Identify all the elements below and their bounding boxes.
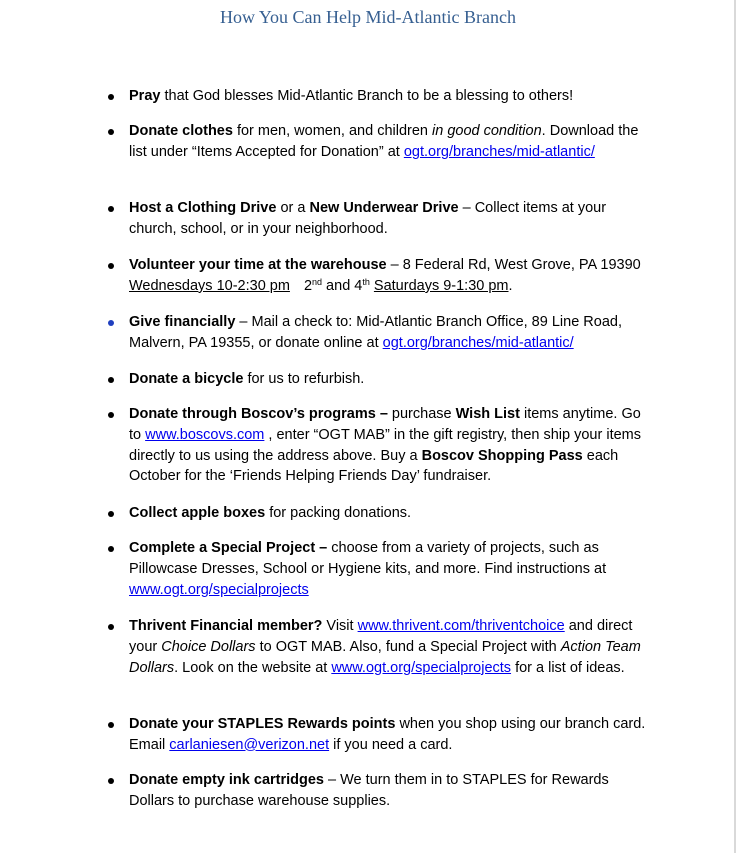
item-text: – Mail a check to: Mid-Atlantic Branch Office, 89 Line Road, Malvern, PA 19355, or donate online at bbox=[129, 314, 622, 351]
bullet-icon bbox=[108, 511, 114, 517]
item-heading: Boscov Shopping Pass bbox=[421, 447, 583, 464]
item-heading: Donate your STAPLES Rewards points bbox=[129, 716, 396, 732]
list-item-volunteer bbox=[129, 255, 654, 297]
item-heading: Donate empty ink cartridges bbox=[129, 772, 324, 788]
list-item-donate-clothes bbox=[129, 121, 654, 163]
item-text: choose from a variety of projects, such as Pillowcase Dresses, School or Hygiene kits, and more. Find instructions at bbox=[129, 540, 607, 577]
item-text: items anytime. Go to bbox=[129, 406, 641, 443]
item-text: . Look on the website at bbox=[174, 659, 332, 676]
list-item-ink-cartridges bbox=[129, 770, 654, 812]
special-projects-link[interactable]: www.ogt.org/specialprojects bbox=[331, 659, 512, 676]
item-text: – We turn them in to STAPLES for Rewards Dollars to purchase warehouse supplies. bbox=[129, 772, 609, 809]
bullet-icon bbox=[108, 129, 114, 135]
bullet-icon bbox=[108, 778, 114, 784]
list-item-boscovs bbox=[129, 404, 654, 487]
special-projects-link[interactable]: www.ogt.org/specialprojects bbox=[129, 581, 309, 598]
bullet-icon bbox=[108, 722, 114, 728]
item-heading: Pray bbox=[129, 88, 161, 104]
donate-link[interactable]: ogt.org/branches/mid-atlantic/ bbox=[382, 334, 574, 351]
bullet-icon bbox=[108, 206, 114, 212]
bullet-icon bbox=[108, 320, 114, 326]
bullet-icon bbox=[108, 263, 114, 269]
item-text: . Download the list under “Items Accepted for Donation” at bbox=[129, 123, 639, 160]
item-text: . bbox=[508, 277, 513, 294]
page-title: How You Can Help Mid-Atlantic Branch bbox=[220, 7, 516, 27]
item-heading: Collect apple boxes bbox=[129, 505, 266, 521]
item-heading: Volunteer your time at the warehouse bbox=[129, 257, 387, 273]
boscovs-link[interactable]: www.boscovs.com bbox=[145, 426, 265, 443]
item-emphasis: in good condition bbox=[432, 123, 542, 139]
list-item-clothing-drive bbox=[129, 198, 654, 240]
bullet-icon bbox=[108, 94, 114, 100]
item-heading: Host a Clothing Drive bbox=[129, 200, 277, 216]
item-heading: Complete a Special Project – bbox=[129, 540, 328, 556]
list-item-pray bbox=[129, 86, 654, 107]
list-item-give-financially bbox=[129, 312, 654, 354]
item-text: when you shop using our branch card. Email bbox=[129, 716, 646, 753]
item-text: 2 bbox=[303, 277, 313, 294]
bullet-icon bbox=[108, 412, 114, 418]
item-text: for packing donations. bbox=[265, 505, 412, 521]
ordinal-suffix: nd bbox=[312, 276, 323, 287]
item-text: if you need a card. bbox=[329, 736, 453, 753]
item-text: – 8 Federal Rd, West Grove, PA 19390 bbox=[386, 257, 641, 273]
item-text: and direct your bbox=[129, 618, 633, 655]
item-text: or a bbox=[276, 200, 310, 216]
branch-link[interactable]: ogt.org/branches/mid-atlantic/ bbox=[403, 143, 595, 160]
list-item-apple-boxes bbox=[129, 503, 654, 524]
bullet-icon bbox=[108, 624, 114, 630]
item-text: and 4 bbox=[322, 277, 363, 294]
item-heading: Wish List bbox=[455, 406, 520, 422]
item-text: for us to refurbish. bbox=[243, 371, 365, 387]
item-text: to OGT MAB. Also, fund a Special Project with bbox=[255, 638, 561, 655]
item-emphasis: Choice Dollars bbox=[161, 638, 256, 655]
thrivent-link[interactable]: www.thrivent.com/thriventchoice bbox=[357, 618, 565, 634]
item-text: , enter “OGT MAB” in the gift registry, then ship your items directly to us using the address above. Buy a bbox=[129, 426, 641, 464]
list-item-thrivent bbox=[129, 616, 654, 678]
item-heading: Give financially bbox=[129, 314, 236, 330]
list-item-staples-rewards bbox=[129, 714, 654, 756]
bullet-icon bbox=[108, 546, 114, 552]
item-heading: Donate through Boscov’s programs – bbox=[129, 406, 388, 422]
bullet-icon bbox=[108, 377, 114, 383]
list-item-bicycle bbox=[129, 369, 654, 390]
item-text: – Collect items at your church, school, or in your neighborhood. bbox=[129, 200, 607, 237]
item-text: for men, women, and children bbox=[232, 123, 433, 139]
item-text: Visit bbox=[322, 618, 358, 634]
item-text: each October for the ‘Friends Helping Friends Day’ fundraiser. bbox=[129, 447, 619, 485]
item-text: that God blesses Mid-Atlantic Branch to be a blessing to others! bbox=[160, 88, 574, 104]
schedule-saturdays: Saturdays 9-1:30 pm bbox=[373, 277, 509, 294]
ordinal-suffix: th bbox=[362, 276, 370, 287]
list-item-special-project bbox=[129, 538, 654, 600]
schedule-wednesdays: Wednesdays 10-2:30 pm bbox=[129, 277, 290, 294]
item-heading: Thrivent Financial member? bbox=[129, 618, 323, 634]
email-link[interactable]: carlaniesen@verizon.net bbox=[169, 736, 330, 753]
item-heading: Donate clothes bbox=[129, 123, 233, 139]
item-heading: Donate a bicycle bbox=[129, 371, 244, 387]
item-heading: New Underwear Drive bbox=[309, 200, 459, 216]
item-text: for a list of ideas. bbox=[511, 659, 625, 676]
item-text: purchase bbox=[387, 406, 456, 422]
item-emphasis: Action Team Dollars bbox=[129, 638, 641, 676]
